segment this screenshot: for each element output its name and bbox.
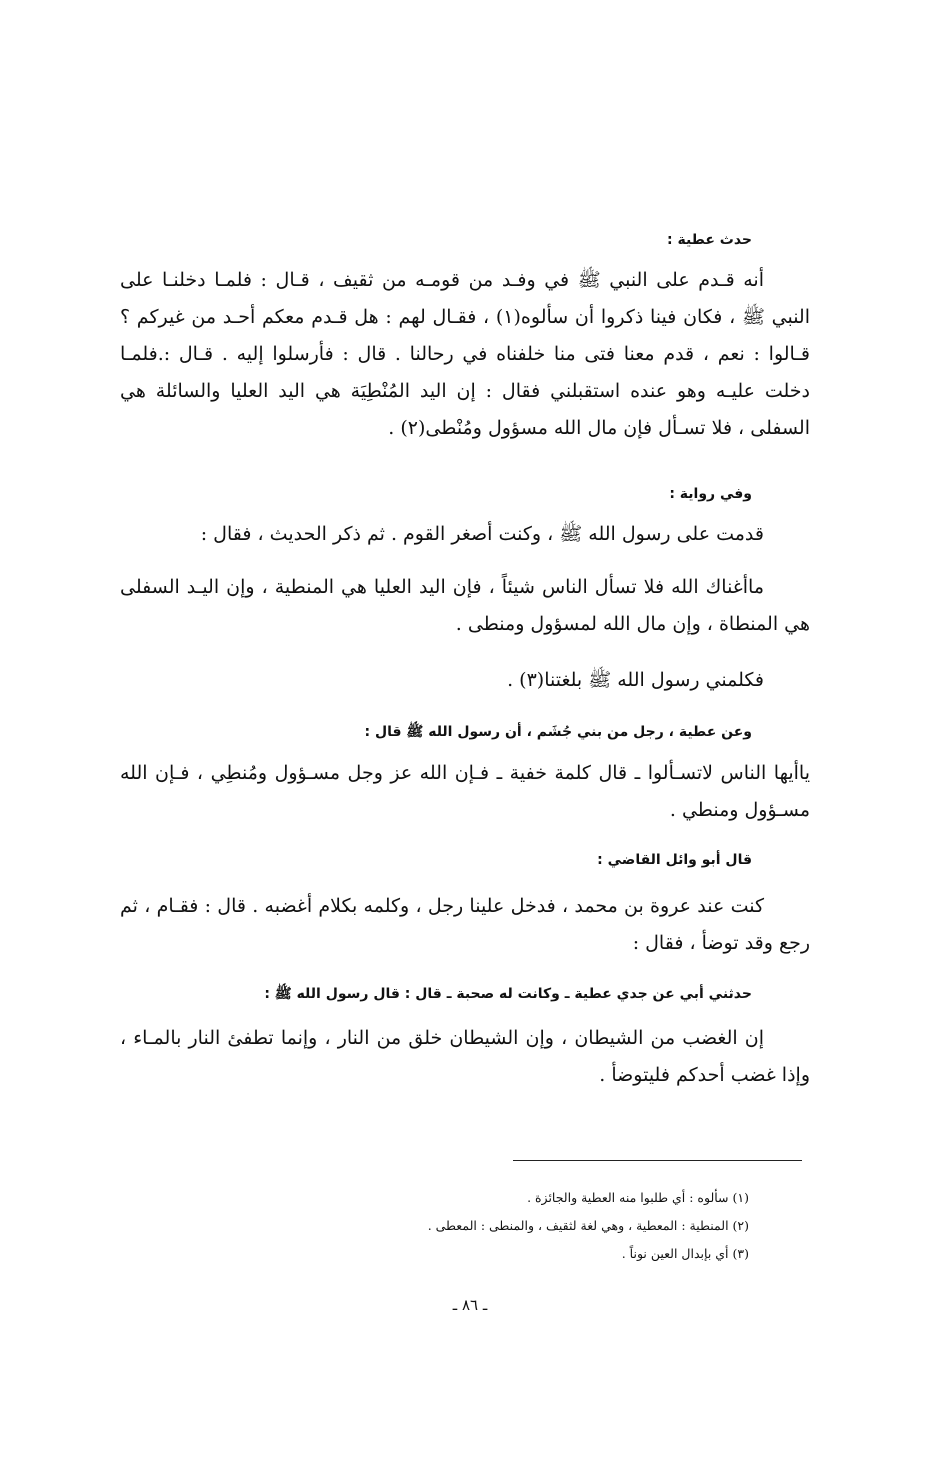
section-heading: حدث عطية :	[667, 232, 752, 248]
hadith-paragraph: فكلمني رسول الله ﷺ بلغتنا(٣) .	[507, 669, 764, 691]
footnote: (٣) أي بإبدال العين نوناً .	[621, 1246, 749, 1261]
section-heading: وفي رواية :	[669, 486, 752, 502]
hadith-paragraph: ياأيها الناس لاتسـألوا ـ قال كلمة خفية ـ فـإن الله عز وجل مسـؤول ومُنطِي ، فـإن الله مسـؤول ومنطي .	[120, 762, 810, 821]
section-heading: حدثني أبي عن جدي عطية ـ وكانت له صحبة ـ قال : قال رسول الله ﷺ :	[264, 986, 752, 1002]
hadith-paragraph: أنه قـدم على النبي ﷺ في وفـد من قومـه من ثقيف ، قـال : فلمـا دخلنـا على النبي ﷺ ، فكان فينا ذكروا أن سألوه(١) ، فقـال لهم : هل قـدم معكم أحـد من غيركم ؟ قـالوا : نعم ، قدم معنا فتى منا خلفناه في رحالنا . قال : فأرسلوا إليه . قـال :.فلمـا دخلت عليـه وهو عنده استقبلني فقال : إن اليد المُنْطِيَة هي اليد العليا والسائلة هي السفلى ، فلا تسـأل فإن مال الله مسؤول ومُنْطى(٢) .	[120, 269, 810, 439]
footnote: (٢) المنطية : المعطية ، وهي لغة لثقيف ، والمنطى : المعطى .	[427, 1218, 749, 1233]
footnotes	[149, 1184, 749, 1268]
page-number: ـ ٨٦ ـ	[452, 1296, 488, 1314]
hadith-paragraph: قدمت على رسول الله ﷺ ، وكنت أصغر القوم . ثم ذكر الحديث ، فقال :	[200, 523, 764, 545]
section-heading: وعن عطية ، رجل من بني جُشَم ، أن رسول الله ﷺ قال :	[364, 724, 752, 740]
footnote: (١) سألوه : أي طلبوا منه العطية والجائزة .	[527, 1190, 749, 1205]
hadith-paragraph: كنت عند عروة بن محمد ، فدخل علينا رجل ، وكلمه بكلام أغضبه . قال : فقـام ، ثم رجع وقد توضأ ، فقال :	[120, 895, 810, 954]
hadith-paragraph: إن الغضب من الشيطان ، وإن الشيطان خلق من النار ، وإنما تطفئ النار بالمـاء ، وإذا غضب أحدكم فليتوضأ .	[120, 1027, 810, 1086]
section-heading: قال أبو وائل القاضي :	[597, 852, 752, 868]
hadith-paragraph: ماأغناك الله فلا تسأل الناس شيئاً ، فإن اليد العليا هي المنطية ، وإن اليـد السفلى هي المنطاة ، وإن مال الله لمسؤول ومنطى .	[120, 576, 810, 635]
footnote-separator	[513, 1160, 802, 1161]
